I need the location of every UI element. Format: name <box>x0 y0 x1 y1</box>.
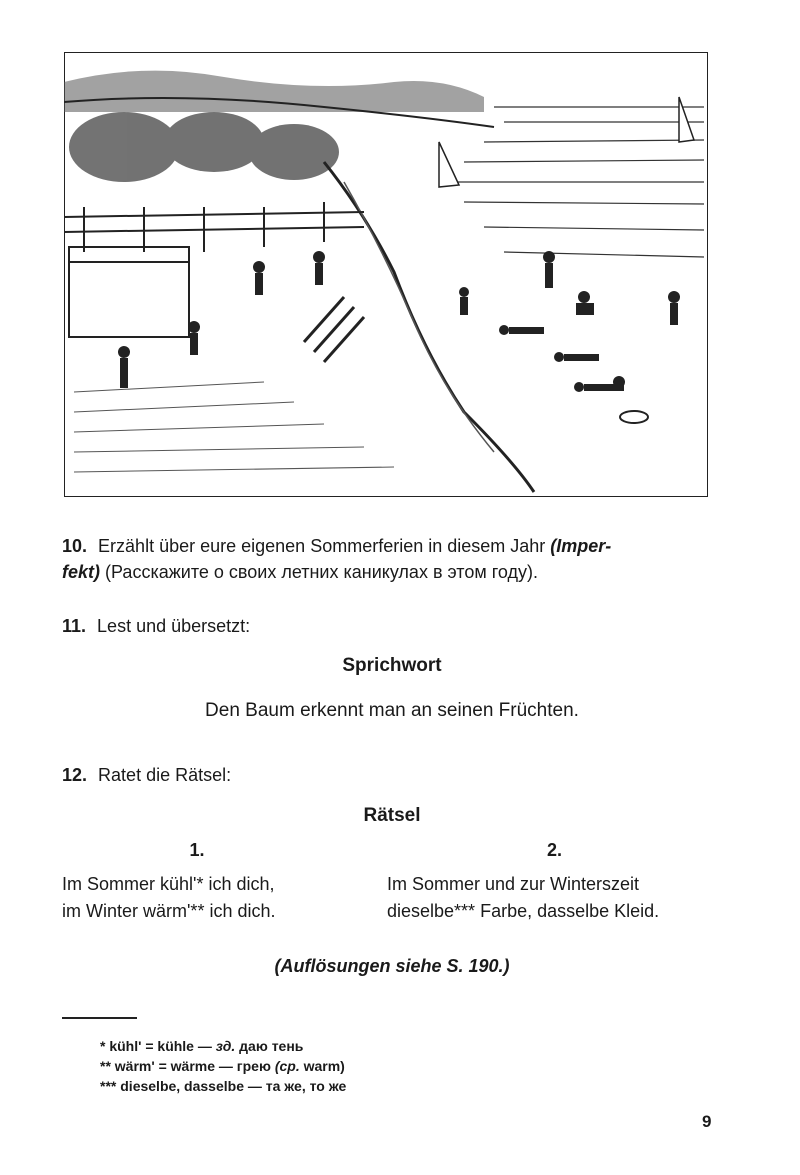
footnote-text: dieselbe, dasselbe — та же, то же <box>120 1078 347 1094</box>
footnote-italic: (ср. <box>274 1058 300 1074</box>
exercise-number: 10. <box>62 536 88 556</box>
proverb-text: Den Baum erkennt man an seinen Früchten. <box>205 700 579 721</box>
exercise-number: 11. <box>62 616 87 636</box>
beach-summer-scene-icon <box>64 52 708 497</box>
page-number: 9 <box>702 1112 712 1131</box>
footnotes <box>100 1036 346 1096</box>
riddle-line: Im Sommer und zur Winterszeit <box>387 874 640 894</box>
footnote <box>100 1076 346 1096</box>
footnote-divider <box>62 1017 137 1019</box>
exercise-10 <box>62 533 722 585</box>
footnote-mark: * <box>100 1038 106 1054</box>
proverb-heading: Sprichwort <box>342 655 442 676</box>
answers-reference: (Auflösungen siehe S. 190.) <box>274 956 510 976</box>
footnote-rest: даю тень <box>239 1038 304 1054</box>
footnote-rest: warm) <box>303 1058 345 1074</box>
riddle-line: im Winter wärm'** ich dich. <box>62 901 276 921</box>
footnote-italic: зд. <box>215 1038 236 1054</box>
riddle-line: Im Sommer kühl'* ich dich, <box>62 874 275 894</box>
footnote-mark: *** <box>100 1078 117 1094</box>
exercise-12 <box>62 762 722 788</box>
exercise-text: Lest und übersetzt: <box>97 616 251 636</box>
exercise-number: 12. <box>62 765 88 785</box>
riddle-number: 2. <box>546 840 562 860</box>
exercise-translation: (Расскажите о своих летних каникулах в этом году). <box>105 562 539 582</box>
riddle-1 <box>62 840 332 925</box>
beach-summer-scene-illustration <box>64 52 708 497</box>
riddle-number: 1. <box>189 840 205 860</box>
exercise-text: Erzählt über eure eigenen Sommerferien in diesem Jahr <box>98 536 546 556</box>
riddle-2 <box>387 840 722 925</box>
exercise-text: Ratet die Rätsel: <box>98 765 232 785</box>
riddle-heading: Rätsel <box>363 805 421 826</box>
footnote-mark: ** <box>100 1058 111 1074</box>
footnote-text: wärm' = wärme — грею <box>114 1058 271 1074</box>
footnote-text: kühl' = kühle — <box>109 1038 212 1054</box>
riddle-line: dieselbe*** Farbe, dasselbe Kleid. <box>387 901 660 921</box>
exercise-italic-cont: fekt) <box>62 562 101 582</box>
footnote <box>100 1056 346 1076</box>
exercise-italic: (Imper- <box>550 536 612 556</box>
footnote <box>100 1036 346 1056</box>
exercise-11 <box>62 613 722 639</box>
riddles <box>62 840 722 930</box>
